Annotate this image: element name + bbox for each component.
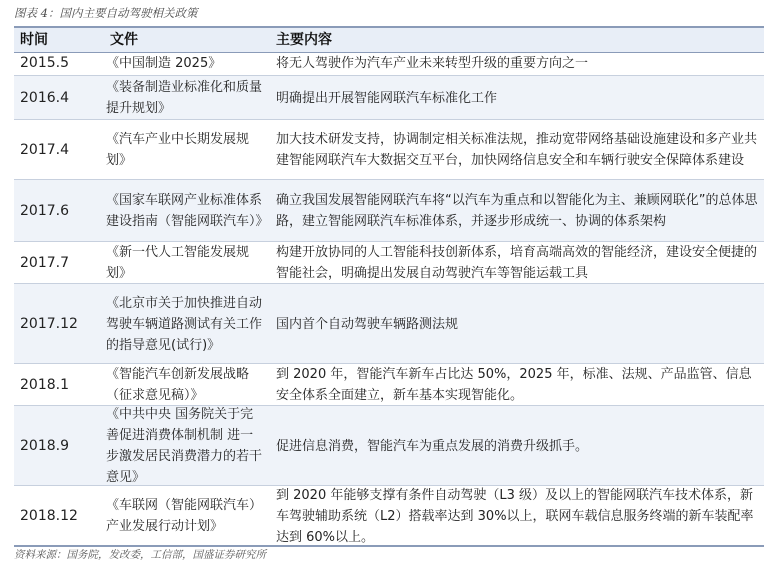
cell-document [106, 76, 266, 120]
cell-document [106, 364, 266, 406]
cell-content-text: 加大技术研发支持，协调制定相关标准法规，推动宽带网络基础设施建设和多产业共建智能网联汽车大数据交互平台，加快网络信息安全和车辆行驶安全保障体系建设 [276, 132, 758, 168]
cell-content: 明确提出开展智能网联汽车标准化工作 [276, 90, 498, 106]
cell-content: 促进信息消费，智能汽车为重点发展的消费升级抓手。 [276, 438, 589, 454]
cell-content [276, 364, 762, 406]
cell-document [106, 242, 266, 284]
source-note: 资料来源：国务院，发改委，工信部，国盛证券研究所 [14, 549, 266, 561]
cell-document-text: 《汽车产业中长期发展规划》 [106, 132, 250, 168]
cell-document-text: 《装备制造业标准化和质量提升规划》 [106, 80, 263, 116]
cell-document [106, 180, 269, 242]
cell-time: 2015.5 [20, 55, 69, 71]
cell-document [106, 406, 266, 486]
cell-document-text: 《北京市关于加快推进自动驾驶车辆道路测试有关工作的指导意见(试行)》 [106, 295, 263, 353]
cell-time: 2017.7 [20, 255, 69, 271]
cell-content [276, 242, 762, 284]
table-row [14, 283, 764, 364]
table-header [14, 26, 764, 53]
cell-document [106, 486, 266, 546]
cell-content [276, 120, 762, 180]
cell-document-text: 《智能汽车创新发展战略（征求意见稿）》 [106, 367, 250, 403]
cell-time: 2016.4 [20, 90, 69, 106]
cell-time: 2017.6 [20, 203, 69, 219]
cell-document-text: 《国家车联网产业标准体系建设指南（智能网联汽车）》 [106, 193, 269, 229]
cell-document: 《中国制造 2025》 [106, 55, 222, 71]
table-caption: 图表 4：国内主要自动驾驶相关政策 [14, 6, 198, 20]
header-content: 主要内容 [276, 32, 332, 48]
cell-document [106, 120, 266, 180]
header-time: 时间 [20, 32, 48, 48]
cell-time: 2017.4 [20, 142, 69, 158]
cell-document [106, 284, 266, 364]
table-row [14, 75, 764, 120]
cell-content: 将无人驾驶作为汽车产业未来转型升级的重要方向之一 [276, 55, 589, 71]
cell-time: 2018.9 [20, 438, 69, 454]
cell-content-text: 到 2020 年能够支撑有条件自动驾驶（L3 级）及以上的智能网联汽车技术体系，新车驾驶辅助系统（L2）搭载率达到 30%以上，联网车载信息服务终端的新车装配率达到 60%以上。 [276, 487, 754, 545]
cell-document-text: 《车联网（智能网联汽车）产业发展行动计划》 [106, 498, 263, 534]
table-row [14, 119, 764, 180]
table-row [14, 241, 764, 284]
cell-content: 国内首个自动驾驶车辆路测法规 [276, 316, 459, 332]
cell-content-text: 构建开放协同的人工智能科技创新体系，培育高端高效的智能经济，建设安全便捷的智能社会，明确提出发展自动驾驶汽车等智能运载工具 [276, 245, 758, 281]
header-document: 文件 [110, 32, 138, 48]
cell-document-text: 《中共中央 国务院关于完善促进消费体制机制 进一步激发居民消费潜力的若干意见》 [106, 407, 263, 485]
cell-time: 2018.1 [20, 377, 69, 393]
table-row [14, 405, 764, 486]
table-row [14, 485, 764, 546]
cell-content-text: 确立我国发展智能网联汽车将“以汽车为重点和以智能化为主、兼顾网联化”的总体思 路，建立智能网联汽车标准体系，并逐步形成统一、协调的体系架构 [276, 193, 758, 229]
table-row [14, 179, 764, 242]
cell-content-text: 到 2020 年，智能汽车新车占比达 50%，2025 年，标准、法规、产品监管、信息安全体系全面建立，新车基本实现智能化。 [276, 367, 752, 403]
cell-document-text: 《新一代人工智能发展规划》 [106, 245, 250, 281]
cell-time: 2017.12 [20, 316, 78, 332]
cell-content [276, 486, 762, 546]
cell-content [276, 180, 762, 242]
table-row [14, 363, 764, 406]
cell-time: 2018.12 [20, 508, 78, 524]
table-row [14, 51, 764, 75]
